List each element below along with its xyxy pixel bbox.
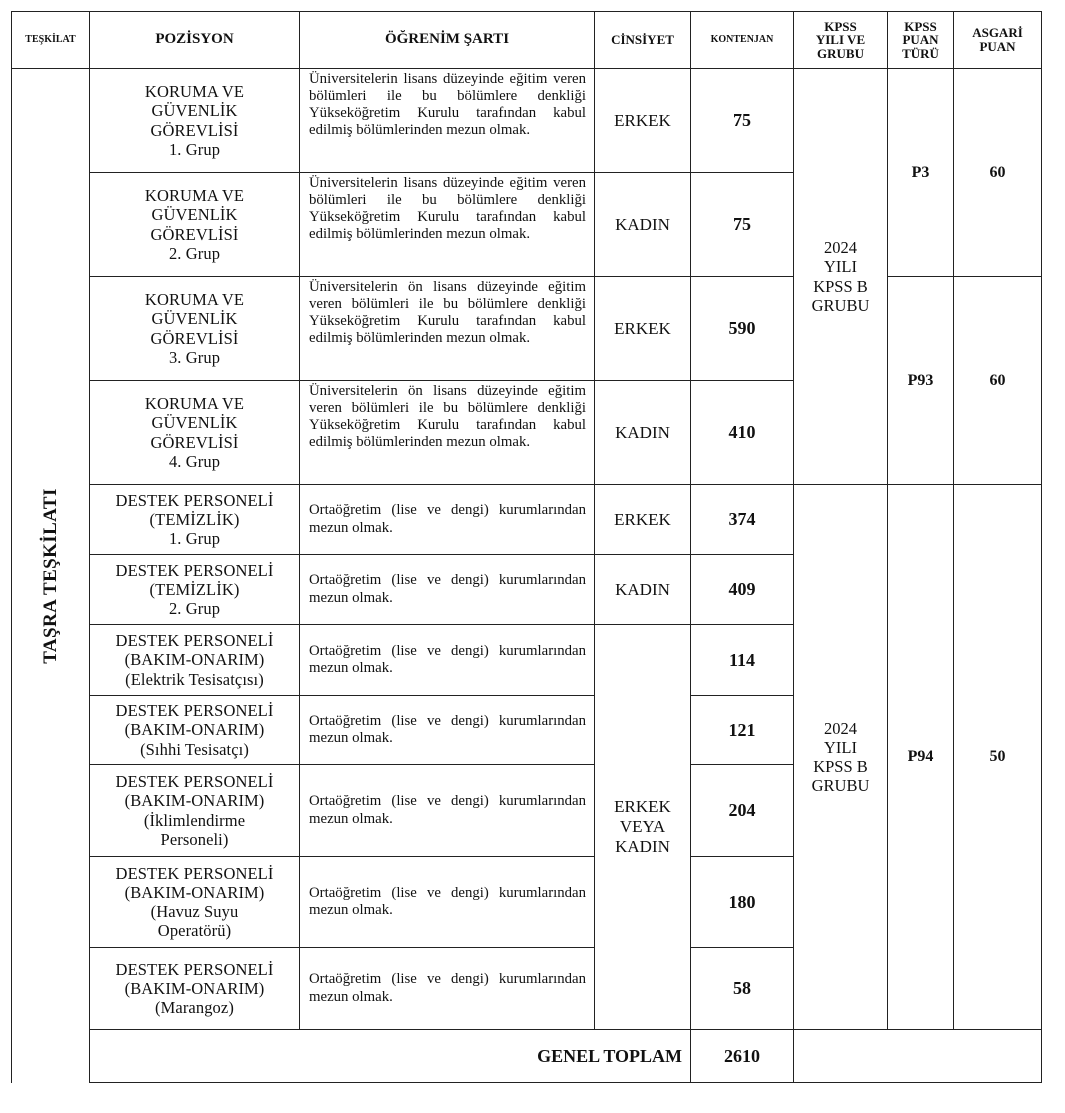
total-value: 2610 — [691, 1030, 794, 1083]
header-kpss-puan-turu — [888, 12, 954, 69]
kpss-line: YILI — [824, 257, 857, 277]
position-line: 1. Grup — [168, 529, 221, 549]
kontenjan-table — [11, 11, 1042, 1083]
position-line: 2. Grup — [168, 599, 221, 619]
kpss-line: GRUBU — [811, 295, 870, 315]
quota-cell: 180 — [691, 857, 794, 948]
quota-cell: 409 — [691, 555, 794, 625]
quota-cell: 75 — [691, 173, 794, 277]
header-line: PUAN — [902, 32, 939, 48]
position-line: (Havuz Suyu — [150, 902, 239, 921]
education-cell: Ortaöğretim (lise ve dengi) kurumlarından mezun olmak. — [300, 696, 595, 765]
gender-cell-shared — [595, 625, 691, 1030]
gender-cell: ERKEK — [595, 485, 691, 555]
education-cell: Ortaöğretim (lise ve dengi) kurumlarından mezun olmak. — [300, 948, 595, 1030]
position-cell — [90, 381, 300, 485]
header-kontenjan: KONTENJAN — [691, 12, 794, 69]
position-line: DESTEK PERSONELİ — [115, 490, 274, 510]
position-line: Personeli) — [160, 829, 229, 849]
position-line: DESTEK PERSONELİ — [115, 631, 274, 651]
position-line: (BAKIM-ONARIM) — [124, 791, 265, 811]
education-cell: Ortaöğretim (lise ve dengi) kurumlarından mezun olmak. — [300, 765, 595, 857]
education-cell: Üniversitelerin lisans düzeyinde eğitim veren bölümleri ile bu bölümlere denkliği Yükseköğretim Kurulu tarafından kabul edilmiş bölümlerinden mezun olmak. — [300, 173, 595, 277]
min-score-cell: 60 — [954, 277, 1042, 485]
position-cell — [90, 765, 300, 857]
kpss-year-group-cell — [794, 485, 888, 1030]
position-line: GÖREVLİSİ — [150, 432, 239, 452]
quota-cell: 410 — [691, 381, 794, 485]
position-line: DESTEK PERSONELİ — [115, 863, 274, 883]
header-line: YILI VE — [815, 32, 866, 48]
quota-cell: 121 — [691, 696, 794, 765]
gender-cell: ERKEK — [595, 69, 691, 173]
organization-label: TAŞRA TEŞKİLATI — [39, 488, 61, 664]
position-line: (TEMİZLİK) — [149, 579, 240, 599]
position-cell — [90, 625, 300, 696]
position-cell — [90, 173, 300, 277]
header-pozisyon: POZİSYON — [90, 12, 300, 69]
quota-cell: 374 — [691, 485, 794, 555]
position-line: 4. Grup — [168, 451, 221, 471]
header-line: PUAN — [979, 39, 1016, 54]
position-line: KORUMA VE — [144, 290, 245, 310]
education-cell: Ortaöğretim (lise ve dengi) kurumlarından mezun olmak. — [300, 857, 595, 948]
table-row — [12, 485, 1042, 555]
min-score-cell: 50 — [954, 485, 1042, 1030]
position-cell — [90, 555, 300, 625]
header-cinsiyet: CİNSİYET — [595, 12, 691, 69]
position-line: (İklimlendirme — [143, 810, 246, 830]
education-cell: Ortaöğretim (lise ve dengi) kurumlarından mezun olmak. — [300, 485, 595, 555]
position-line: GÜVENLİK — [151, 413, 238, 433]
position-line: (BAKIM-ONARIM) — [124, 720, 265, 740]
position-line: GÖREVLİSİ — [150, 120, 239, 140]
position-line: (BAKIM-ONARIM) — [124, 650, 265, 670]
header-line: GRUBU — [817, 45, 864, 61]
gender-cell: KADIN — [595, 555, 691, 625]
total-row — [12, 1030, 1042, 1083]
gender-cell: ERKEK — [595, 277, 691, 381]
kpss-score-type-cell: P93 — [888, 277, 954, 485]
position-cell — [90, 277, 300, 381]
kpss-line: KPSS B — [813, 276, 868, 296]
position-line: GÖREVLİSİ — [150, 328, 239, 348]
header-ogrenim-sarti: ÖĞRENİM ŞARTI — [300, 12, 595, 69]
position-line: 1. Grup — [168, 139, 221, 159]
education-cell: Üniversitelerin ön lisans düzeyinde eğitim veren bölümleri ile bu bölümlere denkliği Yükseköğretim Kurulu tarafından kabul edilmiş bölümlerinden mezun olmak. — [300, 277, 595, 381]
total-label: GENEL TOPLAM — [90, 1030, 691, 1083]
header-line: ASGARİ — [972, 25, 1023, 41]
position-cell — [90, 485, 300, 555]
position-line: GÖREVLİSİ — [150, 224, 239, 244]
gender-line: KADIN — [615, 837, 670, 856]
position-line: GÜVENLİK — [151, 101, 238, 121]
header-teskilat: TEŞKİLAT — [12, 12, 90, 69]
position-line: (TEMİZLİK) — [149, 509, 240, 529]
position-cell — [90, 696, 300, 765]
position-line: 2. Grup — [168, 243, 221, 263]
kpss-line: 2024 — [824, 718, 857, 738]
quota-cell: 204 — [691, 765, 794, 857]
gender-line: VEYA — [619, 817, 666, 836]
position-line: KORUMA VE — [144, 186, 245, 206]
education-cell: Ortaöğretim (lise ve dengi) kurumlarından mezun olmak. — [300, 555, 595, 625]
position-line: DESTEK PERSONELİ — [115, 959, 274, 979]
education-cell: Üniversitelerin ön lisans düzeyinde eğitim veren bölümleri ile bu bölümlere denkliği Yükseköğretim Kurulu tarafından kabul edilmiş bölümlerinden mezun olmak. — [300, 381, 595, 485]
position-line: DESTEK PERSONELİ — [115, 560, 274, 580]
header-line: TÜRÜ — [902, 45, 939, 61]
position-line: (BAKIM-ONARIM) — [124, 882, 265, 902]
kpss-line: GRUBU — [811, 776, 870, 796]
kpss-line: KPSS B — [813, 757, 868, 776]
position-cell — [90, 857, 300, 948]
kpss-line: YILI — [824, 737, 857, 757]
education-cell: Üniversitelerin lisans düzeyinde eğitim veren bölümleri ile bu bölümlere denkliği Yükseköğretim Kurulu tarafından kabul edilmiş bölümlerinden mezun olmak. — [300, 69, 595, 173]
position-line: (BAKIM-ONARIM) — [124, 978, 265, 998]
quota-cell: 58 — [691, 948, 794, 1030]
position-cell — [90, 948, 300, 1030]
kpss-year-group-cell — [794, 69, 888, 485]
header-line: KPSS — [904, 18, 937, 34]
gender-line: ERKEK — [614, 797, 671, 816]
position-line: Operatörü) — [157, 921, 232, 941]
position-cell — [90, 69, 300, 173]
position-line: (Sıhhi Tesisatçı) — [140, 739, 249, 759]
quota-cell: 114 — [691, 625, 794, 696]
header-asgari-puan — [954, 12, 1042, 69]
header-line: KPSS — [824, 18, 857, 34]
header-kpss-yili-grubu — [794, 12, 888, 69]
position-line: KORUMA VE — [144, 82, 245, 102]
kpss-line: 2024 — [824, 238, 857, 258]
table-row — [12, 69, 1042, 173]
quota-cell: 590 — [691, 277, 794, 381]
position-line: 3. Grup — [168, 347, 221, 367]
education-cell: Ortaöğretim (lise ve dengi) kurumlarından mezun olmak. — [300, 625, 595, 696]
table-row — [12, 277, 1042, 381]
gender-cell: KADIN — [595, 381, 691, 485]
position-line: DESTEK PERSONELİ — [115, 701, 274, 721]
position-line: DESTEK PERSONELİ — [115, 772, 274, 792]
position-line: GÜVENLİK — [151, 205, 238, 225]
min-score-cell: 60 — [954, 69, 1042, 277]
position-line: GÜVENLİK — [151, 309, 238, 329]
organization-cell — [12, 69, 90, 1083]
total-empty-cell — [794, 1030, 1042, 1083]
kpss-score-type-cell: P3 — [888, 69, 954, 277]
position-line: (Marangoz) — [155, 998, 234, 1018]
kpss-score-type-cell: P94 — [888, 485, 954, 1030]
position-line: (Elektrik Tesisatçısı) — [125, 669, 264, 689]
gender-cell: KADIN — [595, 173, 691, 277]
quota-cell: 75 — [691, 69, 794, 173]
kontenjan-table-container — [11, 11, 1042, 1083]
position-line: KORUMA VE — [144, 394, 245, 414]
header-row — [12, 12, 1042, 69]
